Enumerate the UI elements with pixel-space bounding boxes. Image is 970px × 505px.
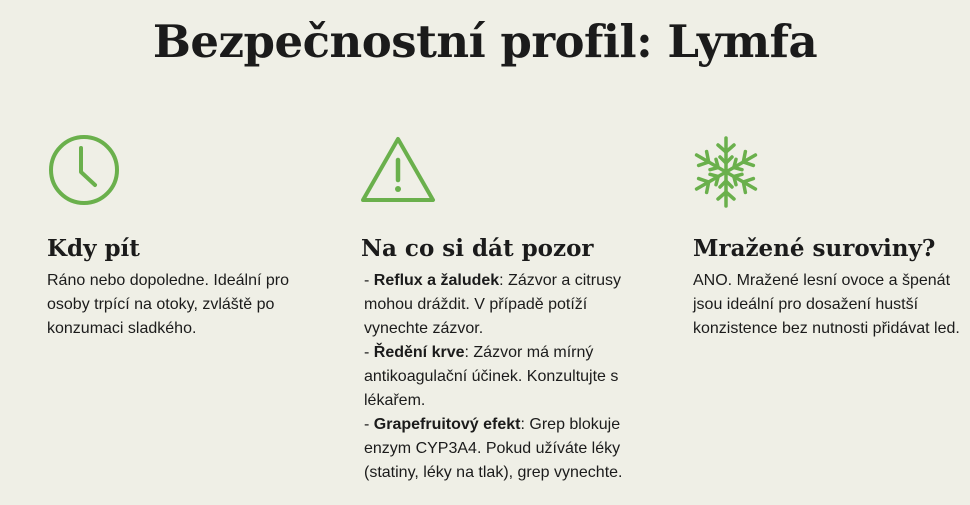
column-heading: Na co si dát pozor <box>361 235 594 262</box>
page-title: Bezpečnostní profil: Lymfa <box>152 15 818 68</box>
caution-item-label: Grapefruitový efekt <box>373 416 521 433</box>
column-when-to-drink <box>47 132 317 341</box>
column-text: ANO. Mražené lesní ovoce a špenát jsou ideální pro dosažení hustší konzistence bez nutnosti přidávat led. <box>693 272 960 337</box>
column-caution <box>361 132 646 485</box>
warning-icon <box>361 132 646 214</box>
column-heading: Kdy pít <box>47 235 140 262</box>
caution-item: - Grapefruitový efekt: Grep blokuje enzym CYP3A4. Pokud užíváte léky (statiny, léky na tlak), grep vynechte. <box>364 416 623 481</box>
caution-item-label: Reflux a žaludek <box>373 272 500 289</box>
caution-item: - Reflux a žaludek: Zázvor a citrusy mohou dráždit. V případě potíží vynechte zázvor. <box>364 272 621 337</box>
caution-list <box>361 269 646 485</box>
caution-item-label: Ředění krve <box>373 344 465 361</box>
column-text: Ráno nebo dopoledne. Ideální pro osoby trpící na otoky, zvláště po konzumaci sladkého. <box>47 272 289 337</box>
caution-item: - Ředění krve: Zázvor má mírný antikoagulační účinek. Konzultujte s lékařem. <box>364 344 619 409</box>
clock-icon <box>47 132 317 214</box>
snowflake-icon <box>693 132 963 214</box>
column-heading: Mražené suroviny? <box>693 235 936 262</box>
column-frozen-ingredients <box>693 132 963 341</box>
